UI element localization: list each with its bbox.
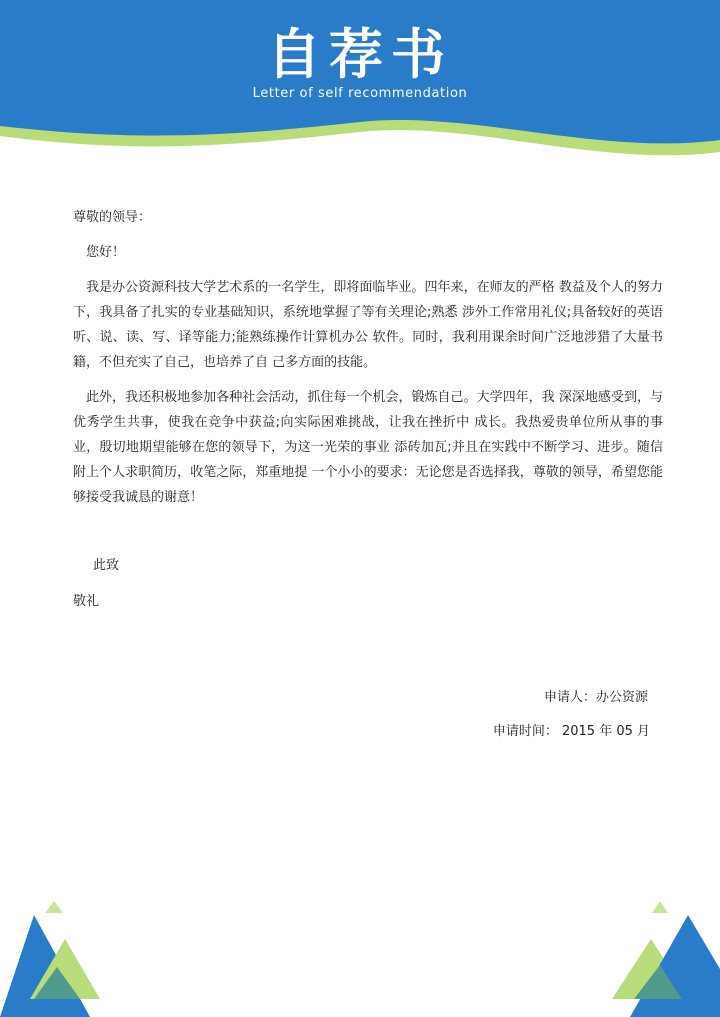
header-banner xyxy=(0,0,720,180)
page-subtitle: Letter of self recommendation xyxy=(252,86,468,101)
letter-body xyxy=(73,205,663,520)
applicant-name: 申请人：办公资源 xyxy=(543,690,648,705)
closing-salute: 敬礼 xyxy=(73,594,100,609)
page-title: 自荐书 xyxy=(267,23,453,86)
paragraph: 我是办公资源科技大学艺术系的一名学生，即将面临毕业。四年来，在师友的严格 教益及个人的努力下，我具备了扎实的专业基础知识，系统地掌握了等有关理论;熟悉 涉外工作常用礼仪;具备较好的英语听、说、读、写、译等能力;能熟练操作计算机办公 软件。同时，我利用课余时间广泛地涉猎了大量书籍，不但充实了自己，也培养了自 己多方面的技能。 xyxy=(73,280,663,370)
paragraph: 此外，我还积极地参加各种社会活动，抓住每一个机会，锻炼自己。大学四年，我 深深地感受到，与优秀学生共事，使我在竞争中获益;向实际困难挑战，让我在挫折中 成长。我热爱贵单位所从事的事业，殷切地期望能够在您的领导下，为这一光荣的事业 添砖加瓦;并且在实践中不断学习、进步。随信附上个人求职简历，收笔之际，郑重地提 一个小小的要求：无论您是否选择我，尊敬的领导，希望您能够接受我诚恳的谢意！ xyxy=(73,390,663,505)
salutation: 尊敬的领导： xyxy=(73,210,152,225)
application-date: 申请时间： 2015 年 05 月 xyxy=(492,724,650,739)
closing-line: 此致 xyxy=(93,558,120,573)
greeting: 您好！ xyxy=(86,245,126,260)
footer-triangles-decoration xyxy=(0,887,720,1017)
